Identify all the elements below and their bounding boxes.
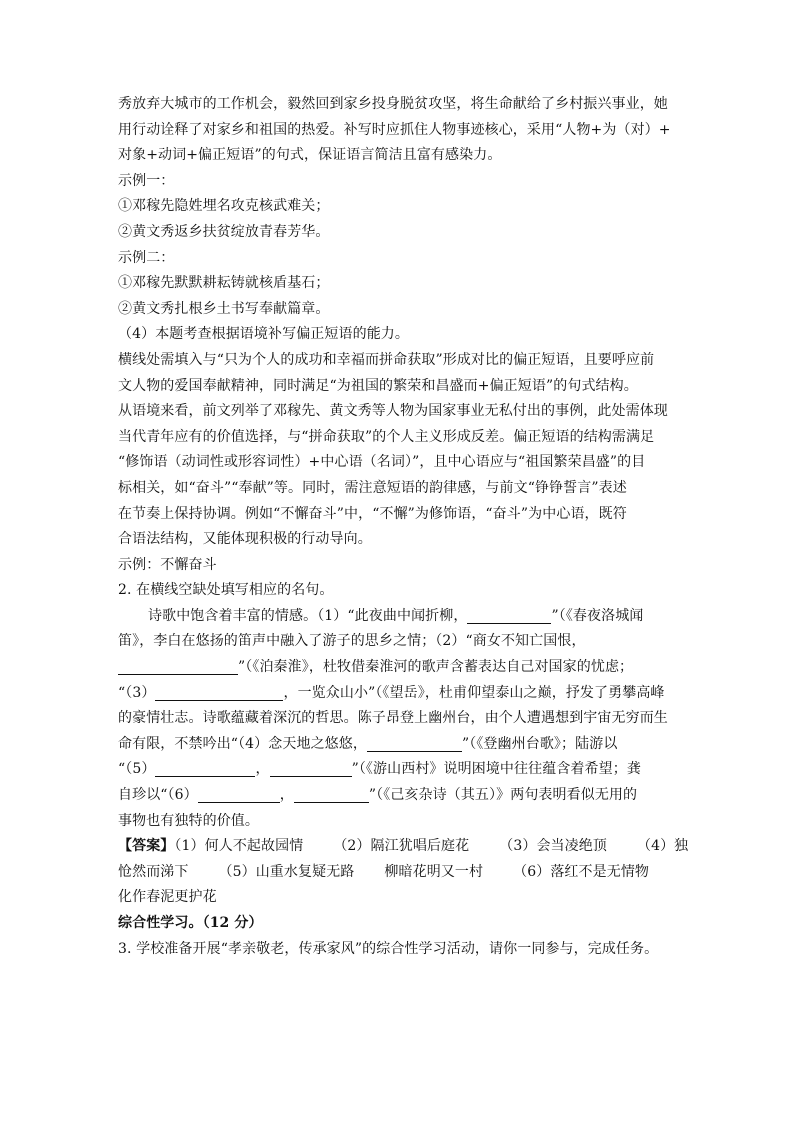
poem-text: ，一览众山小”（《望岳》，杜甫仰望泰山之巅，抒发了勇攀高峰 [283, 684, 665, 701]
fill-blank[interactable] [198, 786, 280, 803]
example-label: 示例二： [118, 249, 175, 266]
fill-blank[interactable] [367, 735, 462, 752]
section-heading: 综合性学习。（12 分） [118, 915, 263, 931]
poem-line [118, 681, 678, 707]
poem-text: “（3） [118, 684, 156, 701]
text-line: 从语境来看，前文列举了邓稼先、黄文秀等人物为国家事业无私付出的事例，此处需体现 [118, 403, 668, 420]
text-line: 对象+动词+偏正短语”的句式，保证语言简洁且富有感染力。 [118, 147, 502, 164]
poem-line [118, 757, 678, 783]
answer-line [118, 834, 689, 860]
poem-text: ， [255, 761, 270, 778]
poem-line: 的豪情壮志。诗歌蕴藏着深沉的哲思。陈子昂登上幽州台，由个人遭遇想到宇宙无穷而生 [118, 710, 668, 727]
fill-blank[interactable] [467, 607, 551, 624]
poem-line: 笛》，李白在悠扬的笛声中融入了游子的思乡之情；（2）“商女不知亡国恨， [118, 633, 586, 650]
poem-line [118, 604, 678, 630]
poem-line [118, 655, 678, 681]
text-line: “修饰语（动词性或形容词性）+中心语（名词）”，且中心语应与“祖国繁荣昌盛”的目 [118, 454, 646, 471]
example-label: 示例：不懈奋斗 [118, 556, 217, 573]
poem-line [118, 783, 678, 809]
text-line: 标相关，如“奋斗”“奉献”等。同时，需注意短语的韵律感，与前文“铮铮誓言”表述 [118, 479, 627, 496]
answer-item: （3）会当凌绝顶 [499, 838, 607, 855]
poem-text: 命有限，不禁吟出“（4）念天地之悠悠， [118, 735, 367, 752]
text-line: 在节奏上保持协调。例如“不懈奋斗”中，“不懈”为修饰语，“奋斗”为中心语，既符 [118, 505, 627, 522]
answer-item: （4）独 [636, 838, 689, 855]
text-line: ①邓稼先隐姓埋名攻克核武难关； [118, 198, 330, 215]
text-line: 文人物的爱国奉献精神，同时满足“为祖国的繁荣和昌盛而+偏正短语”的句式结构。 [118, 377, 638, 394]
poem-line: 事物也有独特的价值。 [118, 812, 259, 829]
answer-line: 化作春泥更护花 [118, 889, 217, 906]
text-line: 当代青年应有的价值选择，与“拼命获取”的个人主义形成反差。偏正短语的结构需满足 [118, 428, 655, 445]
text-line: ①邓稼先默默耕耘铸就核盾基石； [118, 275, 330, 292]
fill-blank[interactable] [155, 684, 283, 701]
answer-item: 怆然而涕下 [118, 863, 189, 880]
poem-text: ”（《游山西村》说明困境中往往蕴含着希望；龚 [351, 761, 641, 778]
text-line: 用行动诠释了对家乡和祖国的热爱。补写时应抓住人物事迹核心，采用“人物+为（对）+ [118, 121, 671, 138]
answer-item: （6）落红不是无情物 [513, 863, 650, 880]
fill-blank[interactable] [270, 760, 352, 777]
text-line: ②黄文秀返乡扶贫绽放青春芳华。 [118, 223, 330, 240]
poem-text: ”（《己亥杂诗（其五）》两句表明看似无用的 [368, 787, 638, 804]
text-line: 秀放弃大城市的工作机会，毅然回到家乡投身脱贫攻坚，将生命献给了乡村振兴事业，她 [118, 96, 668, 112]
poem-text: ”（《泊秦淮》，杜牧借秦淮河的歌声含蓄表达自己对国家的忧虑； [238, 659, 634, 676]
answer-item: （1）何人不起故园情 [174, 838, 304, 855]
answer-item: （5）山重水复疑无路 [218, 863, 355, 880]
fill-blank[interactable] [294, 786, 369, 803]
poem-line [118, 732, 678, 758]
poem-text: “（5） [118, 761, 156, 778]
example-label: 示例一： [118, 172, 175, 189]
text-line: 横线处需填入与“只为个人的成功和幸福而拼命获取”形成对比的偏正短语，且要呼应前 [118, 351, 655, 368]
question-title: 3. 学校准备开展“孝亲敬老，传承家风”的综合性学习活动，请你一同参与，完成任务。 [118, 940, 659, 957]
answer-label: 【答案】 [118, 838, 175, 855]
poem-text: 诗歌中饱含着丰富的情感。（1）“此夜曲中闻折柳， [148, 607, 468, 624]
fill-blank[interactable] [118, 658, 238, 675]
text-line: 合语法结构，又能体现积极的行动导向。 [118, 531, 372, 548]
answer-item: （2）隔江犹唱后庭花 [333, 838, 470, 855]
document-page [118, 92, 689, 962]
answer-line [118, 860, 678, 886]
poem-text: ”（《登幽州台歌》；陆游以 [461, 735, 618, 752]
poem-text: ， [279, 787, 294, 804]
answer-item: 柳暗花明又一村 [384, 863, 484, 880]
fill-blank[interactable] [155, 760, 255, 777]
poem-text: 自珍以“（6） [118, 787, 198, 804]
text-line: （4）本题考查根据语境补写偏正短语的能力。 [118, 326, 410, 343]
question-title: 2. 在横线空缺处填写相应的名句。 [118, 582, 334, 599]
text-line: ②黄文秀扎根乡土书写奉献篇章。 [118, 300, 330, 317]
poem-text: ”（《春夜洛城闻 [551, 607, 644, 624]
